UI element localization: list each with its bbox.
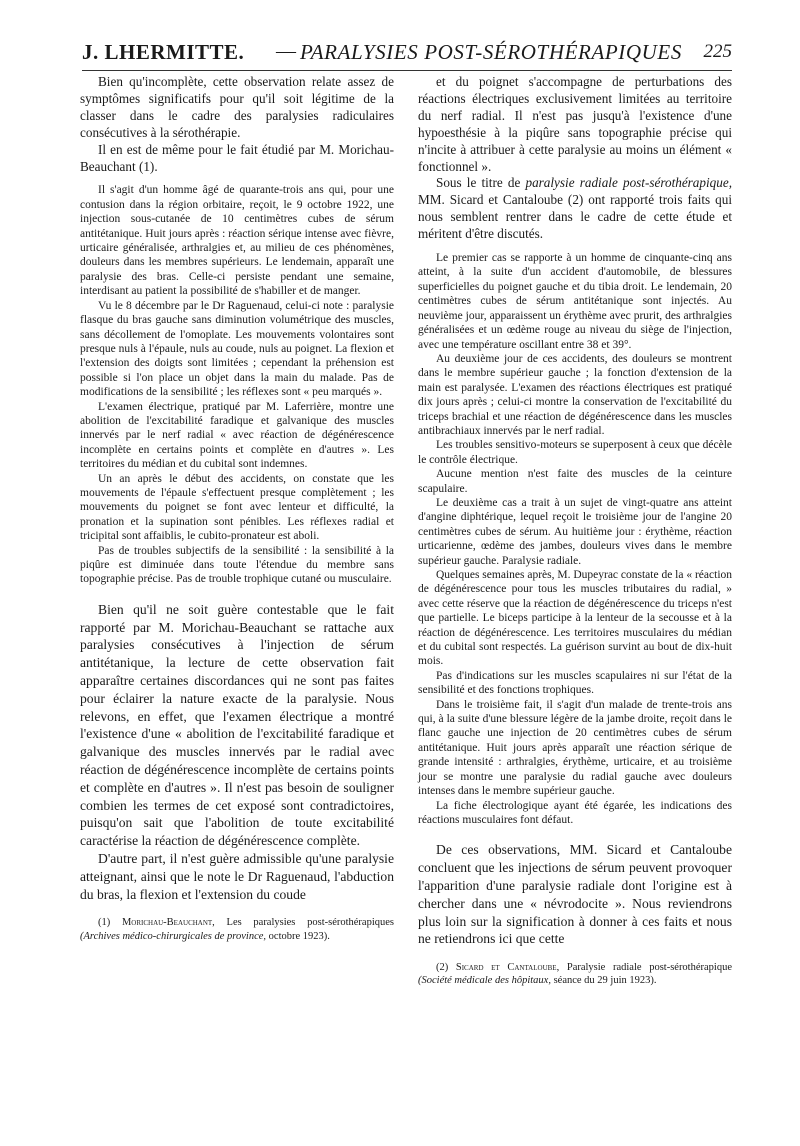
- right-paragraph-2: [418, 175, 732, 243]
- case-text-6: Le premier cas se rapporte à un homme de cinquante-cinq ans atteint, à la suite d'un accident d'automobile, de blessures superficielles du poignet gauche et du tibia droit. Le lendemain, 20 centimètres cubes de sérum antitétanique sont injectés. Au neuvième jour, apparaissent un érythème avec prurit, des arthralgies généralisées et un œdème rouge au niveau du siège de l'injection, avec une température oscillant entre 38 et 39°.: [418, 252, 732, 351]
- case-text-7: Au deuxième jour de ces accidents, des douleurs se montrent dans le membre supérieur gauche ; la fonction d'extension de la main est paralysée. L'examen des réactions électriques est pratiqué dix jours après ; celui-ci montre la conservation de l'excitabilité du triceps brachial et une réaction de dégénérescence dans les muscles antibrachiaux innervés par le nerf radial.: [418, 352, 732, 437]
- footnote-1-title: Les paralysies post-sérothérapiques: [214, 917, 394, 929]
- case-text-10: Le deuxième cas a trait à un sujet de vingt-quatre ans atteint d'angine diphtérique, lequel reçoit le troisième jour de l'angine 20 centimètres cubes de sérum. Au huitième jour : érythème, réaction urticarienne, œdème des jambes, douleurs vives dans le membre supérieur gauche. Paralysie radiale.: [418, 496, 732, 567]
- header-author: J. LHERMITTE.: [82, 40, 245, 64]
- case-text-14: La fiche électrologique ayant été égarée, les indications des réactions musculaires font défaut.: [418, 799, 732, 826]
- footnote-2-journal: (Société médicale des hôpitaux,: [418, 975, 551, 987]
- case-text-11: Quelques semaines après, M. Dupeyrac constate de la « réaction de dégénérescence pour tous les muscles tributaires du radial, » avec cette réserve que la réaction de dégénérescence du triceps n'est que partielle. Le biceps participe à la lenteur de la secousse et à la réaction de dégénérescence. Les territoires musculaires du médian et du cubital sont respectés. La guérison survint au bout de dix-huit mois.: [418, 569, 733, 668]
- footnote-2-date: séance du 29 juin 1923).: [550, 975, 657, 987]
- commentary-paragraph-1: Bien qu'il ne soit guère contestable que le fait rapporté par M. Morichau-Beauchant se rattache aux paralysies consécutives à l'injection de sérum antitétanique, la lecture de cette observation fait apparaître certaines discordances qui ne sont pas faites pour éclairer la nature exacte de la paralysie. Nous relevons, en effet, que l'examen électrique a montré l'existence d'une « abolition de l'excitabilité faradique et galvanique des muscles innervés par le radial avec réaction de dégénérescence incomplète de certains points et complète en d'autres ». Il n'est pas besoin de souligner combien les termes de cet exposé sont contradictoires, puisqu'on sait que l'abolition de toute excitabilité caractérise la réaction de dégénérescence complète.: [80, 601, 394, 849]
- case-text-2: Vu le 8 décembre par le Dr Raguenaud, celui-ci note : paralysie flasque du bras gauche sans diminution volumétrique des muscles, sans décollement de l'omoplate. Les mouvements volontaires sont presque nuls à l'épaule, nuls au coude, nuls au poignet. La flexion et l'extension des doigts sont limitées ; cependant la préhension est possible si l'on place un objet dans la main du malade. Pas de modifications de la sensibilité ; les réflexes sont « peu marqués ».: [80, 299, 394, 399]
- right-paragraph-2-start: Sous le titre de: [436, 175, 526, 191]
- right-paragraph-1: et du poignet s'accompagne de perturbations des réactions électriques exclusivement limitées au territoire du nerf radial. Il n'est pas jusqu'à l'existence d'une hypoesthésie à la piqûre sans topographie précise qui n'incite à attribuer à cette paralysie au moins un élément « fonctionnel ».: [418, 74, 732, 174]
- running-header: [82, 36, 732, 71]
- commentary-paragraph-3: De ces observations, MM. Sicard et Cantaloube concluent que les injections de sérum peuvent provoquer l'apparition d'une paralysie radiale dont l'origine est à chercher dans une « névrodocite ». Nous reviendrons plus loin sur la signification à donner à ces faits et nous ne retiendrons ici que cette: [418, 842, 732, 947]
- case-text-13: Dans le troisième fait, il s'agit d'un malade de trente-trois ans qui, à la suite d'une blessure légère de la jambe droite, reçoit dans le flanc gauche une injection de 20 centimètres cubes de sérum antitétanique. Huit jours après apparaît une réaction sérique de grande intensité : arthralgies, érythème, urticaire, et au troisième jour se montre une paralysie du radial gauche avec douleurs intenses dans le membre supérieur gauche.: [418, 698, 732, 798]
- footnote-2-author: (2) Sicard et Cantaloube,: [436, 962, 560, 974]
- footnote-2-title: Paralysie radiale post-sérothérapique: [559, 962, 732, 974]
- left-column: [80, 74, 394, 943]
- case-text-12: Pas d'indications sur les muscles scapulaires ni sur l'état de la sensibilité et des fonctions trophiques.: [418, 669, 732, 697]
- commentary-paragraph-2: D'autre part, il n'est guère admissible qu'une paralysie atteignant, ainsi que le note le Dr Raguenaud, l'abduction du bras, la flexion et l'extension du coude: [80, 850, 394, 902]
- footnote-1-journal: (Archives médico-chirurgicales de province,: [80, 930, 267, 942]
- left-paragraph-2: Il en est de même pour le fait étudié par M. Morichau-Beauchant (1).: [80, 141, 394, 174]
- footnote-1-date: octobre 1923).: [266, 930, 330, 942]
- cited-title: paralysie radiale post-sérothérapique,: [525, 175, 732, 191]
- page-number: 225: [703, 41, 732, 62]
- footnote-1-author: (1) Morichau-Beauchant,: [98, 917, 215, 929]
- case-text-4: Un an après le début des accidents, on constate que les mouvements de l'épaule s'effectuent presque complètement ; les mouvements du poignet se font avec lenteur et difficulté, la pronation et la supination sont pénibles. Les réflexes radial et tricipital sont affaiblis, le cubito-pronateur est aboli.: [80, 472, 394, 543]
- case-text-1: Il s'agit d'un homme âgé de quarante-trois ans qui, pour une contusion dans la région orbitaire, reçoit, le 9 octobre 1922, une injection sous-cutanée de 10 centimètres cubes de sérum antitétanique. Huit jours après : réaction sérique intense avec fièvre, urticaire généralisée, arthralgies et, au milieu de ces phénomènes, douleurs dans les membres supérieurs. Le lendemain, apparaît une paralysie des bras. Celle-ci persiste pendant une semaine, interdisant au patient la possibilité de s'habiller et de manger.: [80, 184, 394, 298]
- case-text-8: Les troubles sensitivo-moteurs se superposent à ceux que décèle le contrôle électrique.: [418, 439, 732, 466]
- footnote-2: [418, 961, 732, 987]
- case-text-5: Pas de troubles subjectifs de la sensibilité : la sensibilité à la piqûre est diminuée dans toute l'étendue du membre sans topographie précise. Pas de trouble trophique cutané ou musculaire.: [80, 544, 394, 586]
- left-paragraph-1: Bien qu'incomplète, cette observation relate assez de symptômes significatifs pour qu'il soit légitime de la classer dans le cadre des paralysies radiculaires consécutives à la sérothérapie.: [80, 74, 394, 140]
- header-title: PARALYSIES POST-SÉROTHÉRAPIQUES: [300, 40, 682, 64]
- footnote-1: [80, 916, 394, 942]
- case-text-3: L'examen électrique, pratiqué par M. Laferrière, montre une abolition de l'excitabilité faradique et galvanique des muscles innervés par le nerf radial « avec réaction de dégénérescence incomplète en certains points et complète en d'autres ». Les territoires du médian et du cubital sont indemnes.: [80, 400, 394, 471]
- header-dash: —: [276, 40, 296, 62]
- right-paragraph-2-end: MM. Sicard et Cantaloube (2) ont rapporté trois faits qui nous semblent rentrer dans le cadre de cette étude et méritent d'être discutés.: [418, 192, 732, 242]
- case-text-9: Aucune mention n'est faite des muscles de la ceinture scapulaire.: [418, 468, 732, 495]
- right-column: [418, 74, 732, 988]
